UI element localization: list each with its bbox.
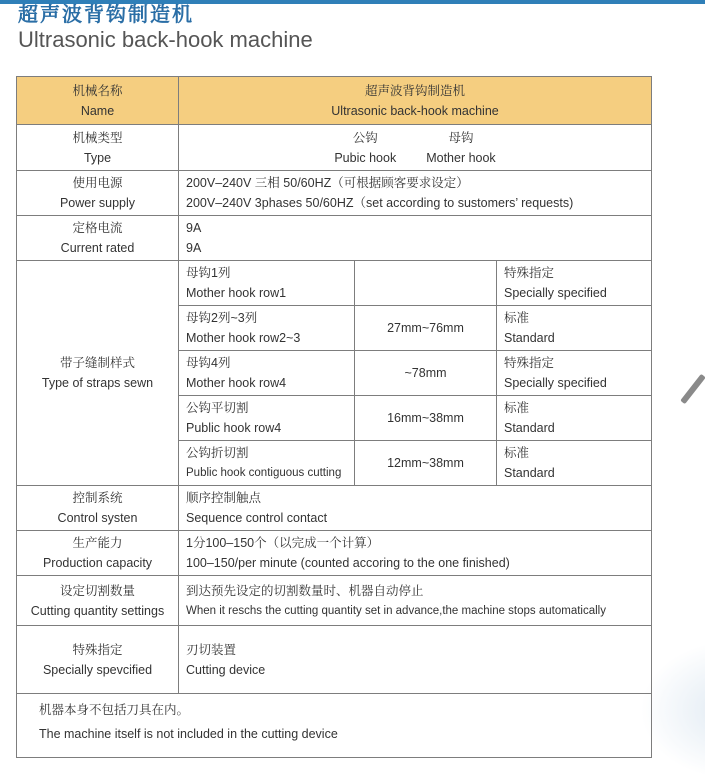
current-value-1: 9A: [186, 221, 202, 235]
type-option-cn: 母钩: [448, 130, 474, 145]
footnote-cn: 机器本身不包括刀具在内。: [39, 703, 190, 717]
spec-table: [16, 76, 652, 758]
strap-style: [179, 261, 355, 306]
power-label-en: Power supply: [59, 196, 136, 210]
type-option-cn: 公钩: [352, 130, 378, 145]
strap-row: [17, 261, 652, 306]
strap-style-cn: 母钩1列: [186, 266, 231, 280]
straps-label-cn: 带子缝制样式: [59, 356, 135, 370]
current-value: [179, 216, 652, 261]
strap-spec-cn: 特殊指定: [504, 266, 555, 280]
row-type: [17, 125, 652, 171]
type-option-en: Pubic hook: [334, 150, 397, 165]
name-label-en: Name: [80, 103, 115, 118]
strap-style-cn: 母钩2列~3列: [186, 311, 258, 325]
strap-spec-en: Standard: [504, 331, 555, 345]
strap-size: ~78mm: [355, 351, 497, 396]
type-option-en: Mother hook: [426, 150, 496, 165]
strap-style: [179, 306, 355, 351]
type-option-pubic: [334, 128, 396, 168]
special-value: [179, 626, 652, 694]
control-value: [179, 486, 652, 531]
special-label: [17, 626, 179, 694]
strap-style: [179, 396, 355, 441]
current-label-cn: 定格电流: [72, 221, 123, 235]
capacity-value-en: 100–150/per minute (counted accoring to the one finished): [186, 556, 510, 570]
name-value-en: Ultrasonic back-hook machine: [331, 103, 499, 118]
strap-spec: [497, 261, 652, 306]
type-value: [179, 125, 652, 171]
page-title-cn: 超声波背钩制造机: [18, 2, 194, 26]
footnote: [17, 694, 652, 758]
power-value-en: 200V–240V 3phases 50/60HZ（set according to sustomers’ requests): [186, 196, 574, 210]
row-current: [17, 216, 652, 261]
current-value-2: 9A: [186, 241, 202, 255]
strap-spec-en: Specially specified: [504, 286, 607, 300]
row-capacity: [17, 531, 652, 576]
capacity-label-cn: 生产能力: [72, 536, 123, 550]
capacity-label: [17, 531, 179, 576]
control-value-cn: 顺序控制触点: [186, 491, 262, 505]
row-special: [17, 626, 652, 694]
current-label: [17, 216, 179, 261]
special-value-en: Cutting device: [186, 662, 266, 677]
strap-spec-cn: 标准: [504, 311, 530, 325]
strap-style-cn: 公钩折切割: [186, 446, 249, 460]
cutting-qty-label: [17, 576, 179, 626]
straps-label: [17, 261, 179, 486]
row-note: [17, 694, 652, 758]
strap-style: [179, 351, 355, 396]
strap-spec-cn: 特殊指定: [504, 356, 555, 370]
special-label-cn: 特殊指定: [72, 642, 123, 657]
type-option-mother: [426, 128, 495, 168]
capacity-value: [179, 531, 652, 576]
strap-spec: [497, 351, 652, 396]
cutting-qty-value-cn: 到达预先设定的切割数量时、机器自动停止: [186, 583, 424, 598]
power-value: [179, 171, 652, 216]
page-title-en: Ultrasonic back-hook machine: [18, 27, 313, 52]
strap-spec-cn: 标准: [504, 401, 530, 415]
control-label-en: Control systen: [57, 511, 138, 525]
strap-size: 27mm~76mm: [355, 306, 497, 351]
strap-spec: [497, 441, 652, 486]
strap-spec-en: Standard: [504, 421, 555, 435]
strap-spec-en: Standard: [504, 466, 555, 480]
power-label: [17, 171, 179, 216]
name-label-cn: 机械名称: [72, 83, 123, 98]
strap-spec-cn: 标准: [504, 446, 530, 460]
cutting-qty-value: [179, 576, 652, 626]
cutting-qty-label-cn: 设定切割数量: [59, 583, 135, 598]
control-label: [17, 486, 179, 531]
name-value-cn: 超声波背钩制造机: [365, 83, 466, 98]
type-label: [17, 125, 179, 171]
special-value-cn: 刃切装置: [186, 642, 237, 657]
special-label-en: Specially spevcified: [42, 662, 153, 677]
row-control: [17, 486, 652, 531]
strap-size: [355, 261, 497, 306]
footnote-en: The machine itself is not included in the cutting device: [39, 727, 338, 741]
decorative-stroke: [680, 374, 705, 404]
capacity-value-cn: 1分100–150个（以完成一个计算）: [186, 536, 380, 550]
name-label: [17, 77, 179, 125]
strap-style-cn: 母钩4列: [186, 356, 231, 370]
strap-size: 12mm~38mm: [355, 441, 497, 486]
type-label-en: Type: [83, 150, 112, 165]
strap-size: 16mm~38mm: [355, 396, 497, 441]
row-name: [17, 77, 652, 125]
strap-spec: [497, 396, 652, 441]
strap-style-en: Mother hook row2~3: [186, 331, 301, 345]
row-cutting-quantity: [17, 576, 652, 626]
strap-style: [179, 441, 355, 486]
strap-spec-en: Specially specified: [504, 376, 607, 390]
control-label-cn: 控制系统: [72, 491, 123, 505]
cutting-qty-value-en: When it reschs the cutting quantity set in advance,the machine stops automatically: [186, 604, 606, 617]
straps-label-en: Type of straps sewn: [41, 376, 154, 390]
strap-style-en: Mother hook row1: [186, 286, 287, 300]
strap-style-en: Public hook row4: [186, 421, 282, 435]
strap-spec: [497, 306, 652, 351]
name-value: [179, 77, 652, 125]
strap-style-en: Mother hook row4: [186, 376, 287, 390]
strap-style-en: Public hook contiguous cutting: [186, 467, 342, 479]
control-value-en: Sequence control contact: [186, 511, 328, 525]
power-value-cn: 200V–240V 三相 50/60HZ（可根据顾客要求设定）: [186, 176, 469, 190]
cutting-qty-label-en: Cutting quantity settings: [30, 603, 165, 618]
current-label-en: Current rated: [60, 241, 135, 255]
capacity-label-en: Production capacity: [42, 556, 153, 570]
row-power: [17, 171, 652, 216]
type-label-cn: 机械类型: [72, 130, 123, 145]
power-label-cn: 使用电源: [72, 176, 123, 190]
strap-style-cn: 公钩平切割: [186, 401, 249, 415]
